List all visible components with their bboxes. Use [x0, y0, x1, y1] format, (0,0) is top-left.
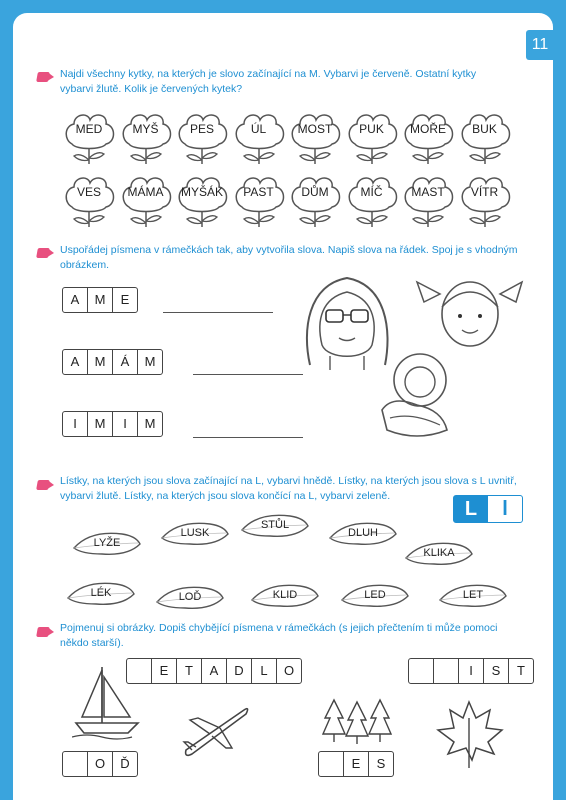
flower[interactable]: [288, 110, 342, 165]
letter-tile: T: [177, 659, 202, 683]
empty-letter-tile[interactable]: [63, 752, 88, 776]
answer-line-2[interactable]: [193, 374, 303, 375]
leaf-card[interactable]: [160, 520, 230, 548]
leaf-card[interactable]: [72, 530, 142, 558]
flower-word: DŮM: [301, 185, 329, 199]
boat-word-tiles: [126, 658, 302, 684]
maple-leaf-image: [432, 698, 507, 770]
page-number: 11: [526, 30, 554, 60]
flower-word: PES: [189, 122, 214, 136]
empty-letter-tile[interactable]: [319, 752, 344, 776]
flower-word: MED: [75, 122, 103, 136]
leaf-word: LOĎ: [178, 591, 202, 603]
letter-tile: T: [517, 663, 525, 678]
letter-tile: A: [63, 350, 88, 374]
flower-word: VES: [76, 185, 101, 199]
flower-word: MYŠ: [132, 122, 159, 136]
leaf-card[interactable]: [240, 512, 310, 540]
letter-tile: O: [88, 752, 113, 776]
task1-bullet: [36, 72, 50, 82]
leaf-card[interactable]: [404, 540, 474, 568]
letter-tile: A: [202, 659, 227, 683]
airplane-image: [180, 698, 252, 758]
flower-word: MYŠÁK: [180, 185, 223, 199]
letter-tile: A: [63, 288, 88, 312]
task2-bullet: [36, 248, 50, 258]
letter-l-lower: l: [502, 498, 508, 520]
leaf-card[interactable]: [340, 582, 410, 610]
flower-word: PAST: [243, 185, 274, 199]
task4-instruction: Pojmenuj si obrázky. Dopiš chybějící písmena v rámečkách (s jejich přečtením ti může pomoci někdo starší).: [60, 622, 498, 649]
letter-tile: E: [152, 659, 177, 683]
flower[interactable]: [175, 110, 229, 165]
flower-word: MÁMA: [127, 185, 164, 199]
leaf-card[interactable]: [250, 582, 320, 610]
word-tiles-2: [62, 349, 163, 375]
flower-word: VÍTR: [470, 185, 499, 199]
flower[interactable]: [288, 173, 342, 228]
flower[interactable]: [232, 110, 286, 165]
letter-tile: M: [144, 416, 156, 431]
flower-word: BUK: [472, 122, 497, 136]
letter-tile: M: [144, 354, 156, 369]
letter-tile: E: [120, 292, 130, 307]
task1-instruction: Najdi všechny kytky, na kterých je slovo začínající na M. Vybarvi je červeně. Ostatní kytky vybarvi žlutě. Kolik je červených kytek?: [60, 68, 477, 95]
leaf-card[interactable]: [155, 584, 225, 612]
letter-l-box: [453, 495, 523, 523]
leaf-word: STŮL: [260, 519, 290, 531]
leaf-card[interactable]: [66, 580, 136, 608]
word-tiles-3: [62, 411, 163, 437]
girl-with-pigtails-image: [412, 272, 527, 354]
flower-word: MOŘE: [410, 122, 446, 136]
letter-tile: S: [376, 756, 386, 771]
leaf-word: LED: [364, 589, 386, 601]
flower[interactable]: [232, 173, 286, 228]
letter-tile: I: [113, 412, 138, 436]
flower[interactable]: [345, 173, 399, 228]
letter-tile: E: [344, 752, 369, 776]
flower-word: MAST: [411, 185, 445, 199]
letter-tile: D: [227, 659, 252, 683]
flower-word: MÍČ: [360, 185, 383, 199]
letter-tile: L: [252, 659, 277, 683]
leaf-word: KLIKA: [423, 547, 455, 559]
trees-word-tiles: [318, 751, 394, 777]
flower[interactable]: [458, 110, 512, 165]
letter-tile: O: [283, 663, 295, 678]
flower[interactable]: [401, 110, 455, 165]
flower[interactable]: [62, 110, 116, 165]
flower-word: ÚL: [250, 122, 267, 136]
flower[interactable]: [62, 173, 116, 228]
flower-word: PUK: [359, 122, 384, 136]
letter-l-upper: L: [454, 496, 488, 522]
leaf-word: LYŽE: [93, 537, 121, 549]
letter-tile: I: [63, 412, 88, 436]
leaf-word: KLID: [272, 589, 298, 601]
task3-bullet: [36, 480, 50, 490]
leaf-word: LUSK: [180, 527, 210, 539]
letter-tile: M: [88, 412, 113, 436]
leaf-word: LÉK: [90, 587, 112, 599]
trees-image: [322, 698, 392, 746]
flower[interactable]: [458, 173, 512, 228]
leaf-word-tiles: [408, 658, 534, 684]
answer-line-1[interactable]: [163, 312, 273, 313]
letter-tile: Ď: [120, 756, 130, 771]
letter-tile: I: [459, 659, 484, 683]
flower[interactable]: [175, 173, 229, 228]
leaf-word: LET: [462, 589, 484, 601]
letter-tile: M: [88, 350, 113, 374]
flower[interactable]: [119, 110, 173, 165]
baby-in-blanket-image: [372, 350, 457, 440]
flower-word: MOST: [297, 122, 333, 136]
flower[interactable]: [401, 173, 455, 228]
leaf-word: DLUH: [348, 527, 378, 539]
flower[interactable]: [345, 110, 399, 165]
word-tiles-1: [62, 287, 138, 313]
leaf-card[interactable]: [438, 582, 508, 610]
letter-tile: M: [88, 288, 113, 312]
answer-line-3[interactable]: [193, 437, 303, 438]
task3-instruction: Lístky, na kterých jsou slova začínající na L, vybarvi hnědě. Lístky, na kterých jsou slova s L uvnitř, vybarvi žlutě. Lístky, na kterých jsou slova končící na L, vybarvi zeleně.: [60, 475, 517, 502]
task4-bullet: [36, 627, 50, 637]
flower[interactable]: [119, 173, 173, 228]
leaf-card[interactable]: [328, 520, 398, 548]
sailboat-image: [72, 665, 142, 740]
empty-letter-tile[interactable]: [434, 659, 459, 683]
letter-tile: S: [484, 659, 509, 683]
plane-word-tiles: [62, 751, 138, 777]
task2-instruction: Uspořádej písmena v rámečkách tak, aby vytvořila slova. Napiš slova na řádek. Spoj je s vhodným obrázkem.: [60, 244, 518, 271]
letter-tile: Á: [113, 350, 138, 374]
empty-letter-tile[interactable]: [409, 659, 434, 683]
